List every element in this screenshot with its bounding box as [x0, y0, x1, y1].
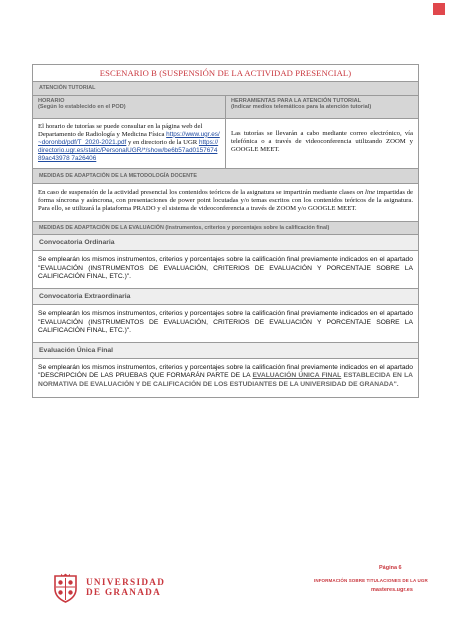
university-name-line1: UNIVERSIDAD	[86, 577, 166, 587]
footer-info: INFORMACIÓN SOBRE TITULACIONES DE LA UGR	[314, 578, 428, 583]
schedule-text: El horario de tutorías se puede consultar en la página web del Departamento de Radiología y Medicina Física	[38, 122, 203, 138]
university-name	[86, 577, 165, 597]
single-final-text-u: EVALUACIÓN ÚNICA FINAL	[252, 372, 342, 380]
extraordinary-text: Se emplearán los mismos instrumentos, criterios y porcentajes sobre la calificación final previamente indicados en el apartado "EVALUACIÓN (INSTRUMENTOS DE EVALUACIÓN, CRITERIOS DE EVALUACIÓN Y PORCENTAJE SOBRE LA CALIFICACIÓN FINAL, ETC.)".	[33, 304, 418, 342]
ugr-shield-logo	[52, 573, 79, 603]
scenario-title: ESCENARIO B (SUSPENSIÓN DE LA ACTIVIDAD PRESENCIAL)	[33, 65, 418, 81]
evaluation-heading: MEDIDAS DE ADAPTACIÓN DE LA EVALUACIÓN (Instrumentos, criterios y porcentajes sobre la calificación final)	[33, 221, 418, 235]
schedule-cell	[33, 119, 225, 168]
scenario-b-table	[32, 64, 419, 398]
tutorial-header-row	[33, 95, 418, 118]
extraordinary-heading: Convocatoria Extraordinaria	[33, 288, 418, 304]
ordinary-heading: Convocatoria Ordinaria	[33, 234, 418, 250]
schedule-header-sub: (Según lo establecido en el POD)	[38, 104, 126, 111]
tools-header-sub: (Indicar medios telemáticos para la atención tutorial)	[231, 104, 372, 111]
tools-header-title: HERRAMIENTAS PARA LA ATENCIÓN TUTORIAL	[231, 97, 362, 104]
methodology-text	[33, 183, 418, 221]
single-final-text-b: ESTABLECIDA EN LA NORMATIVA DE EVALUACIÓN Y DE CALIFICACIÓN DE LOS ESTUDIANTES DE LA UNIVERSIDAD DE GRANADA".	[38, 372, 414, 388]
tools-header	[225, 96, 418, 118]
department-link[interactable]: https://www.ugr.es/~doronbd/pdf/T_2020-2021.pdf	[38, 130, 220, 146]
schedule-text-2: y en directorio de la UGR	[127, 138, 198, 146]
corner-mark	[433, 3, 445, 15]
methodology-text-a: En caso de suspensión de la actividad presencial los contenidos teóricos de la asignatura se impartirán mediante clases	[38, 189, 355, 197]
page-number: Página 6	[379, 565, 402, 571]
schedule-header	[33, 96, 225, 118]
university-name-line2: DE GRANADA	[86, 587, 162, 597]
methodology-text-b: impartidas de forma síncrona y asíncrona, con presentaciones de power point locutadas y/o temas escritos con los contenidos teóricos de la asignatura. Para ello, se utilizará la plataforma PRADO y el sistema de videoconferencia a través de ZOOM y/o GOOGLE MEET.	[38, 189, 414, 213]
tutorial-content-row	[33, 118, 418, 168]
schedule-header-title: HORARIO	[38, 97, 65, 104]
methodology-text-em: on line	[356, 189, 376, 197]
directory-link[interactable]: https://directorio.ugr.es/static/PersonalUGR/*/show/be6b57ad015767489ac43978 7a26406	[38, 138, 219, 163]
masters-link[interactable]: masteres.ugr.es	[371, 587, 413, 593]
tutorial-heading: ATENCIÓN TUTORIAL	[33, 81, 418, 95]
single-final-text	[33, 358, 418, 398]
methodology-heading: MEDIDAS DE ADAPTACIÓN DE LA METODOLOGÍA DOCENTE	[33, 168, 418, 184]
single-final-heading: Evaluación Única Final	[33, 342, 418, 358]
single-final-text-a: Se emplearán los mismos instrumentos, criterios y porcentajes sobre la calificación final previamente indicados en el apartado "DESCRIPCIÓN DE LAS PRUEBAS QUE FORMARÁN PARTE DE LA	[38, 363, 413, 380]
ordinary-text: Se emplearán los mismos instrumentos, criterios y porcentajes sobre la calificación final previamente indicados en el apartado "EVALUACIÓN (INSTRUMENTOS DE EVALUACIÓN, CRITERIOS DE EVALUACIÓN Y PORCENTAJE SOBRE LA CALIFICACIÓN FINAL, ETC.)".	[33, 250, 418, 288]
tools-cell: Las tutorías se llevarán a cabo mediante correo electrónico, vía telefónica o a través de videoconferencia utilizando ZOOM y GOOGLE MEET.	[225, 119, 418, 168]
